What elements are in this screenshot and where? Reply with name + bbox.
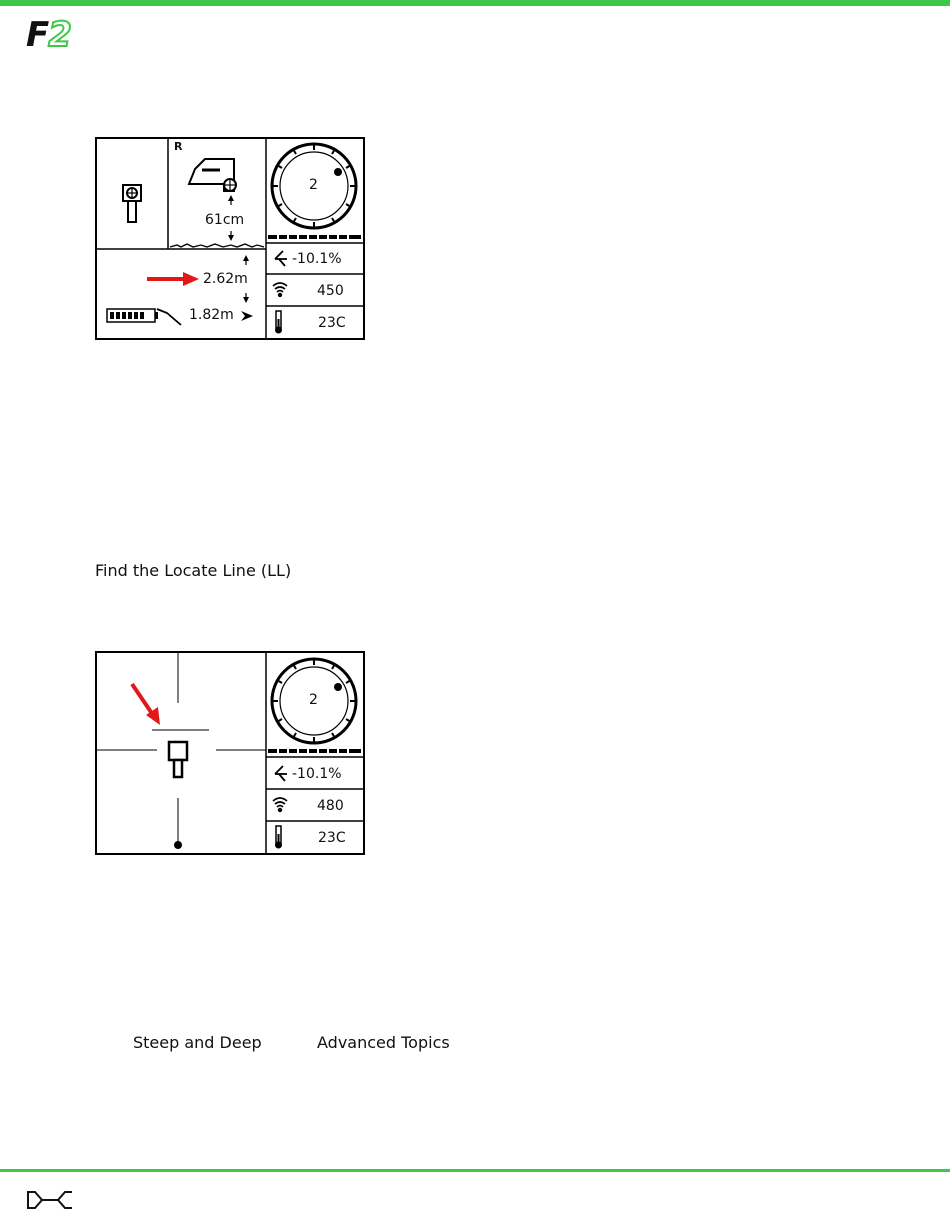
drill-path-icon [157,309,181,325]
locate-line-heading: Find the Locate Line (LL) [95,561,292,580]
footer-rule [0,1169,950,1172]
signal-strength-icon [273,798,287,811]
receiver-icon [189,159,236,191]
depth-distance-value: 1.82m [189,307,234,323]
advanced-topics-link[interactable]: Advanced Topics [317,1033,450,1052]
temperature-value: 23C [318,315,346,331]
mode-letter: R [174,140,183,153]
roll-bar [268,235,361,239]
temperature-value: 23C [318,830,346,846]
roll-value: 2 [309,692,318,708]
pitch-icon [275,766,287,781]
locate-line-screen [95,651,365,855]
pitch-value: -10.1% [292,766,342,782]
red-pointer-arrow [147,272,199,286]
red-pointer-arrow [132,684,160,725]
header-rule [0,0,950,6]
right-arrow-icon [241,311,253,321]
dci-logo [26,1190,74,1210]
roll-value: 2 [309,177,318,193]
locate-point-dot [174,841,182,849]
signal-value: 450 [317,283,344,299]
battery-icon [107,309,158,322]
pitch-value: -10.1% [292,251,342,267]
signal-value: 480 [317,798,344,814]
steep-and-deep-link[interactable]: Steep and Deep [133,1033,262,1052]
depth-above-value: 61cm [205,212,245,228]
f2-logo: F2 [26,15,71,55]
signal-strength-icon [273,283,287,296]
thermometer-icon [275,311,282,334]
transmitter-icon [123,185,141,222]
thermometer-icon [275,826,282,849]
roll-bar [268,749,361,753]
pitch-icon [275,251,287,266]
horizontal-distance-value: 2.62m [203,271,248,287]
ground-line [170,244,264,247]
receiver-box-icon [169,742,187,777]
depth-readout-screen [95,137,365,340]
